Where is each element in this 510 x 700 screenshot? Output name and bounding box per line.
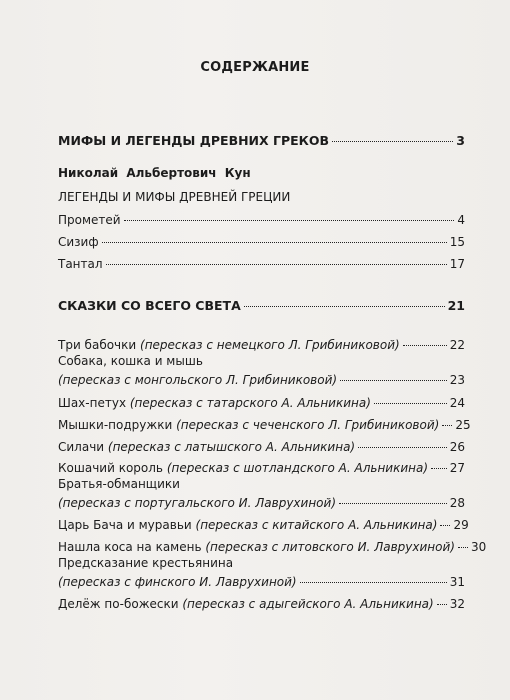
entry-note: (пересказ с латышского А. Альникина) xyxy=(107,440,356,454)
entry-note: (пересказ с немецкого Л. Грибиниковой) xyxy=(140,338,400,352)
dot-leader xyxy=(431,468,447,469)
entry-title: Три бабочки (пересказ с немецкого Л. Грибиниковой) xyxy=(58,338,400,352)
page-number: 32 xyxy=(449,597,465,611)
dot-leader xyxy=(244,306,445,307)
entry-title: Мышки-подружки (пересказ с чеченского Л. Грибиниковой) xyxy=(58,418,440,432)
page-number: 22 xyxy=(449,338,465,352)
entry-note: (пересказ с адыгейского А. Альникина) xyxy=(182,597,434,611)
entry-title-line: Братья-обманщики xyxy=(58,477,180,491)
entry-title: Делёж по-божески (пересказ с адыгейского А. Альникина) xyxy=(58,597,434,611)
toc-entry[interactable] xyxy=(58,373,465,387)
dot-leader xyxy=(106,264,447,265)
toc-entry[interactable] xyxy=(58,213,465,227)
entry-note: (пересказ с шотландского А. Альникина) xyxy=(166,461,429,475)
entry-title: Прометей xyxy=(58,213,121,227)
dot-leader xyxy=(358,447,447,448)
entry-note: (пересказ с литовского И. Лаврухиной) xyxy=(205,540,455,554)
dot-leader xyxy=(403,345,447,346)
author-name: Николай Альбертович Кун xyxy=(58,166,251,180)
entry-note: (пересказ с чеченского Л. Грибиниковой) xyxy=(176,418,440,432)
dot-leader xyxy=(440,525,450,526)
toc-entry[interactable] xyxy=(58,396,465,410)
entry-note: (пересказ с татарского А. Альникина) xyxy=(129,396,371,410)
dot-leader xyxy=(437,604,447,605)
page-number: 26 xyxy=(449,440,465,454)
section-heading-myths[interactable] xyxy=(58,133,465,148)
toc-entry[interactable] xyxy=(58,440,465,454)
page-number: 3 xyxy=(456,133,465,148)
page-number: 24 xyxy=(449,396,465,410)
page-title: СОДЕРЖАНИЕ xyxy=(200,60,310,75)
page-number: 4 xyxy=(457,213,465,227)
entry-title: Тантал xyxy=(58,257,103,271)
toc-entry[interactable] xyxy=(58,496,465,510)
dot-leader xyxy=(339,503,447,504)
toc-entry[interactable] xyxy=(58,338,465,352)
toc-entry[interactable] xyxy=(58,597,465,611)
entry-title xyxy=(58,373,337,387)
page-number: 15 xyxy=(449,235,465,249)
page-number: 29 xyxy=(453,518,469,532)
entry-note: (пересказ с китайского А. Альникина) xyxy=(195,518,438,532)
entry-title: Кошачий король (пересказ с шотландского А. Альникина) xyxy=(58,461,429,475)
page-number: 25 xyxy=(455,418,471,432)
dot-leader xyxy=(332,141,453,142)
page-number: 31 xyxy=(449,575,465,589)
entry-title xyxy=(58,496,336,510)
entry-title-line: Собака, кошка и мышь xyxy=(58,354,203,368)
toc-entry[interactable] xyxy=(58,518,469,532)
section-title: МИФЫ И ЛЕГЕНДЫ ДРЕВНИХ ГРЕКОВ xyxy=(58,133,330,148)
entry-title xyxy=(58,575,297,589)
page-number: 23 xyxy=(449,373,465,387)
page-number: 28 xyxy=(449,496,465,510)
dot-leader xyxy=(102,242,447,243)
toc-entry[interactable] xyxy=(58,575,465,589)
section-heading-tales[interactable] xyxy=(58,298,465,313)
entry-title: Сизиф xyxy=(58,235,99,249)
toc-entry[interactable] xyxy=(58,235,465,249)
toc-entry[interactable] xyxy=(58,257,465,271)
entry-note: (пересказ с финского И. Лаврухиной) xyxy=(58,575,297,589)
dot-leader xyxy=(124,220,455,221)
dot-leader xyxy=(374,403,447,404)
entry-note: (пересказ с португальского И. Лаврухиной) xyxy=(58,496,337,510)
dot-leader xyxy=(442,425,452,426)
page-number: 17 xyxy=(449,257,465,271)
toc-entry[interactable] xyxy=(58,418,471,432)
entry-title-line: Предсказание крестьянина xyxy=(58,556,234,570)
page-number: 30 xyxy=(470,540,487,554)
entry-title: Силачи (пересказ с латышского А. Альникина) xyxy=(58,440,356,454)
dot-leader xyxy=(458,547,468,548)
dot-leader xyxy=(340,380,447,381)
entry-title: Царь Бача и муравьи (пересказ с китайского А. Альникина) xyxy=(58,518,438,532)
section-title: СКАЗКИ СО ВСЕГО СВЕТА xyxy=(58,298,241,313)
page-number: 27 xyxy=(449,461,465,475)
entry-note: (пересказ с монгольского Л. Грибиниковой) xyxy=(58,373,338,387)
entry-title: Шах-петух (пересказ с татарского А. Альникина) xyxy=(58,396,371,410)
dot-leader xyxy=(300,582,447,583)
entry-title: Нашла коса на камень (пересказ с литовского И. Лаврухиной) xyxy=(58,540,455,554)
page-number: 21 xyxy=(447,298,465,313)
book-title: ЛЕГЕНДЫ И МИФЫ ДРЕВНЕЙ ГРЕЦИИ xyxy=(58,190,291,204)
toc-entry[interactable] xyxy=(58,540,487,554)
toc-entry[interactable] xyxy=(58,461,465,475)
